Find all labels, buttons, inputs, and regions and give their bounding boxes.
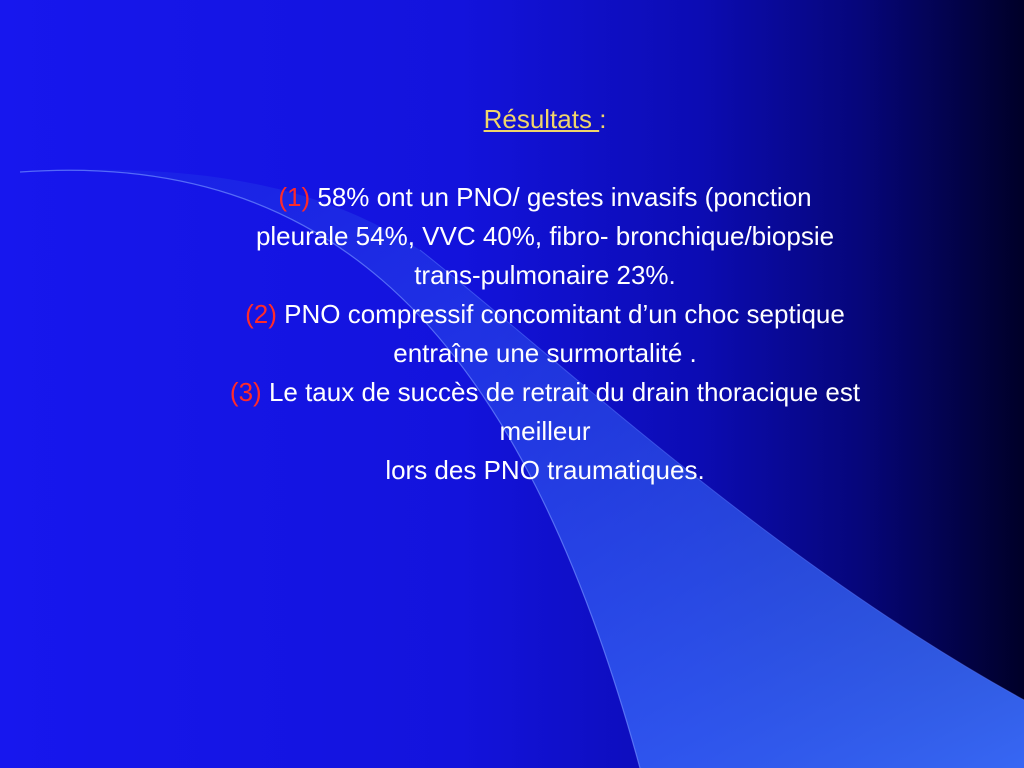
point-text: 58% ont un PNO/ gestes invasifs (ponction	[317, 182, 812, 212]
result-point-3	[60, 373, 1024, 490]
title-text: Résultats	[483, 104, 600, 134]
point-number: (2)	[245, 299, 277, 329]
point-line: meilleur	[499, 416, 591, 446]
result-point-2	[60, 295, 1024, 373]
point-number: (1)	[278, 182, 311, 212]
point-line: entraîne une surmortalité .	[393, 338, 697, 368]
title-colon: :	[599, 104, 607, 134]
point-line: pleurale 54%, VVC 40%, fibro- bronchique/biopsie	[255, 221, 835, 251]
point-line	[60, 373, 1024, 412]
slide-title	[60, 100, 1024, 139]
point-text: Le taux de succès de retrait du drain thoracique est	[268, 377, 861, 407]
result-point-1	[60, 178, 1024, 295]
point-number: (3)	[229, 377, 262, 407]
slide-content	[60, 100, 1024, 490]
point-text: PNO compressif concomitant d’un choc septique	[284, 299, 845, 329]
point-line: trans-pulmonaire 23%.	[414, 260, 676, 290]
point-line	[60, 295, 1024, 334]
point-line: lors des PNO traumatiques.	[385, 455, 705, 485]
point-line	[60, 178, 1024, 217]
